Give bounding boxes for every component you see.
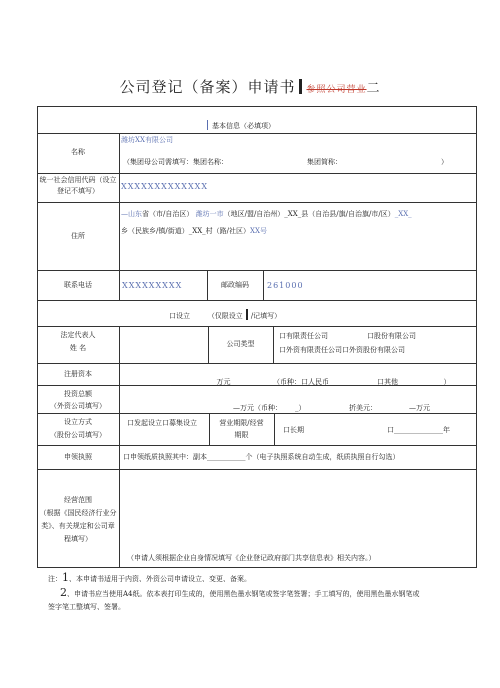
col-line: [209, 413, 210, 445]
row-line: [37, 270, 477, 271]
capital-amount[interactable]: _____________万元: [171, 378, 231, 386]
legal-rep-label-2: 姓 名: [69, 344, 87, 352]
group-short-label: 集团简称：: [307, 158, 342, 166]
cursor-mark: [207, 120, 208, 130]
postal-value[interactable]: 261000: [267, 281, 304, 290]
col-line: [274, 413, 275, 445]
form-border-bottom: [37, 567, 477, 568]
address-county-unit: （地区/盟/自治州）_XX_县（自治县/旗/自治旗/市/区）: [223, 210, 395, 218]
investment-amount[interactable]: —万元（币种：: [233, 404, 282, 412]
row-line: [37, 133, 477, 134]
title-suffix: 二: [366, 81, 381, 96]
investment-label-1: 投资总额: [64, 390, 92, 398]
term-long[interactable]: 口长期: [283, 426, 304, 434]
scope-footer-note: （申请人须根据企业自身情况填写《企业登记政府部门共享信息表》相关内容。）: [127, 554, 376, 562]
company-type-joint-stock[interactable]: 口股份有限公司: [367, 332, 416, 340]
legal-rep-label-1: 法定代表人: [60, 331, 96, 339]
col-line: [119, 133, 120, 300]
note-1-text: 、本申请书适用于内资、外资公司申请设立、变更、备案。: [69, 575, 251, 583]
form-border-right: [476, 106, 477, 568]
address-city: 潍坊一市: [195, 210, 224, 218]
capital-label: 注册资本: [64, 370, 92, 378]
phone-value[interactable]: XXXXXXXXX: [122, 281, 183, 290]
license-label: 申领执照: [64, 453, 92, 461]
col-line: [273, 326, 274, 363]
scope-label-3: 类》、有关规定和公司章: [41, 522, 115, 530]
address-line-1[interactable]: [121, 210, 412, 219]
row-line: [37, 445, 477, 446]
note-2-cont: 签字笔工整填写、签署。: [48, 603, 125, 611]
address-tail: _XX_: [394, 210, 412, 218]
credit-code-value[interactable]: XXXXXXXXXXXXX: [121, 182, 209, 191]
group-name-label: （集团母公司需填写：集团名称：: [123, 158, 228, 166]
notes-prefix: 注：: [48, 575, 62, 583]
note-1: [48, 571, 468, 586]
note-2: [48, 586, 468, 601]
row-line: [37, 173, 477, 174]
address-label: 住所: [71, 232, 85, 240]
row-line: [37, 300, 477, 301]
credit-code-label-2: 登记不填写）: [57, 187, 99, 195]
col-line: [263, 270, 264, 300]
scope-input-area[interactable]: [121, 472, 473, 550]
row-line: [37, 469, 477, 470]
establish-header: [169, 309, 281, 321]
form-border-top: [37, 106, 477, 107]
basic-info-header-text: 基本信息（必填项）: [212, 122, 275, 130]
establish-method-label-2: （股份公司填写）: [50, 431, 106, 439]
establish-method-label-1: 设立方式: [64, 418, 92, 426]
row-line: [37, 202, 477, 203]
establish-checkbox-label: 口设立: [169, 312, 190, 320]
address-line-2[interactable]: [121, 227, 267, 236]
title-strike-text: 参照公司营业: [306, 85, 367, 95]
address-number: XX号: [250, 227, 268, 235]
investment-usd-label: 折美元：: [349, 404, 377, 412]
establish-note-a: （仅限设立: [207, 312, 243, 320]
investment-label-2: （外资公司填写）: [50, 402, 106, 410]
col-line: [119, 326, 120, 568]
capital-currency[interactable]: （币种：口人民币: [273, 378, 329, 386]
row-line: [37, 413, 477, 414]
scope-label-2: （根据《国民经济行业分: [39, 509, 117, 517]
term-label-1: 营业期限/经营: [219, 419, 264, 427]
investment-usd-amount[interactable]: —万元: [409, 404, 430, 412]
license-option[interactable]: 口申领纸质执照其中：副本___________个（电子执照系统自动生成，纸质执照自行勾选）: [123, 453, 400, 461]
notes: [48, 571, 468, 614]
company-type-foreign[interactable]: 口外资有限责任公司口外资股份有限公司: [279, 346, 405, 354]
address-town-unit: 乡（民族乡/镇/街道）_XX_村（路/社区）: [121, 227, 251, 235]
title-main: 公司登记（备案）申请书: [119, 78, 296, 96]
term-years[interactable]: 口______________年: [387, 426, 450, 434]
company-type-llc[interactable]: 口有限责任公司: [279, 332, 328, 340]
investment-currency-end: _）: [295, 404, 306, 412]
address-province-unit: 省（市/自治区）: [142, 210, 194, 218]
group-end: ）: [441, 158, 448, 166]
postal-label: 邮政编码: [221, 281, 249, 289]
capital-other[interactable]: 口其他_____________）: [377, 378, 451, 386]
name-value[interactable]: 潍坊XX有限公司: [121, 136, 173, 144]
company-type-label: 公司类型: [226, 340, 255, 348]
address-province: —山东: [121, 210, 142, 218]
title-bar: [299, 79, 302, 94]
note-1-number: 1: [62, 571, 69, 584]
application-form: [37, 106, 477, 568]
row-line: [37, 363, 477, 364]
note-2-text: 、申请书应当使用A4纸。依本表打印生成的，使用黑色墨水钢笔或签字笔签署；手工填写的，使用黑色墨水钢笔或: [67, 590, 420, 598]
credit-code-label-1: 统一社会信用代码（设立: [39, 176, 117, 184]
establish-bar: [246, 309, 248, 320]
establish-method-options[interactable]: 口发起设立口募集设立: [127, 419, 197, 427]
note-2-number: 2: [60, 586, 67, 599]
phone-label: 联系电话: [64, 281, 92, 289]
scope-label-4: 程填写）: [64, 535, 92, 543]
basic-info-header: [207, 120, 275, 131]
scope-label-1: 经营范围: [64, 496, 92, 504]
name-label: 名称: [71, 148, 85, 156]
page-title: [0, 76, 500, 97]
establish-note-b: /记填写）: [250, 312, 282, 320]
row-line: [37, 326, 477, 327]
term-label-2: 期限: [234, 431, 249, 439]
